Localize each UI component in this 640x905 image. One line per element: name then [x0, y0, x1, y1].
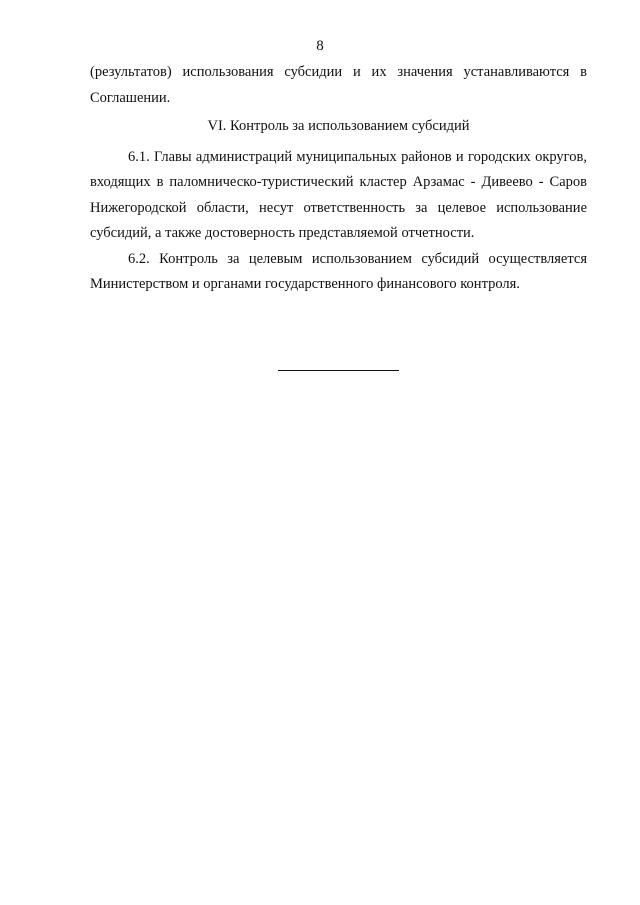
page-number: 8: [316, 38, 324, 54]
paragraph-6-1: 6.1. Главы администраций муниципальных районов и городских округов, входящих в паломническо-туристический кластер Арзамас - Дивеево - Саров Нижегородской области, несут ответственность за целевое использование субсидий, а также достоверность представляемой отчетности.: [90, 148, 587, 241]
end-of-document-rule: [278, 370, 399, 371]
continuation-paragraph: (результатов) использования субсидии и их значения устанавливаются в Соглашении.: [90, 64, 587, 106]
section-heading: VI. Контроль за использованием субсидий: [207, 118, 470, 134]
paragraph-6-2: 6.2. Контроль за целевым использованием субсидий осуществляется Министерством и органами государственного финансового контроля.: [90, 250, 587, 292]
document-body: [90, 60, 587, 298]
